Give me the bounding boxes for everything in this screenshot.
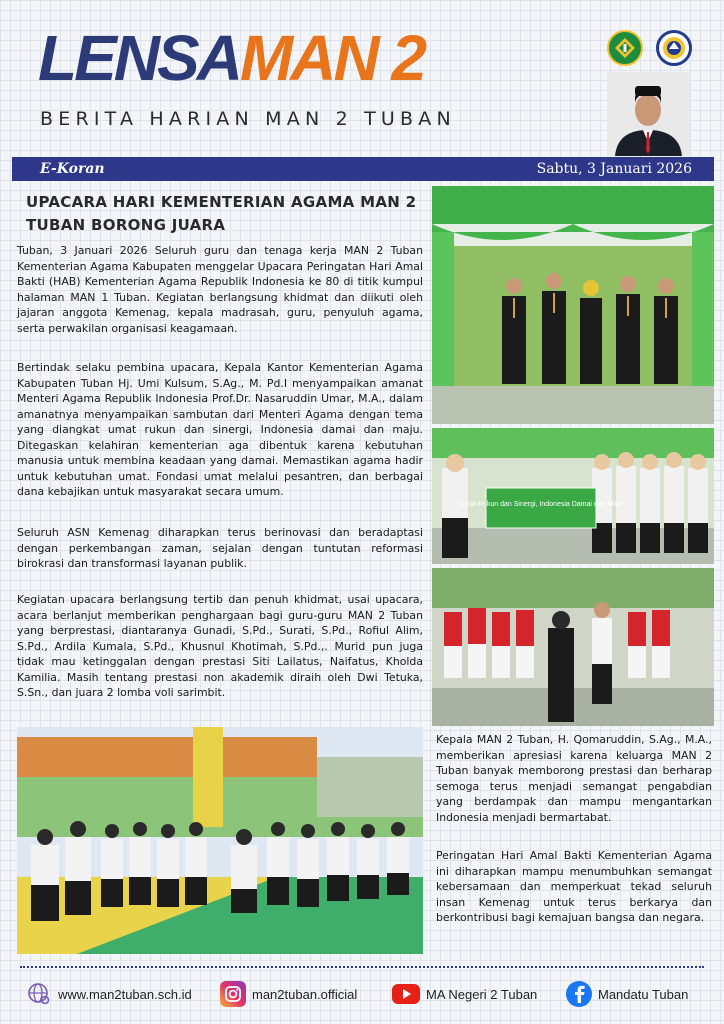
article-title: UPACARA HARI KEMENTERIAN AGAMA MAN 2 TUBAN BORONG JUARA [26,193,417,234]
photo-banner-group [432,428,714,564]
website-url: www.man2tuban.sch.id [58,986,192,1002]
footer-website[interactable] [26,980,192,1008]
brand-part-lensa: LENSA [38,22,240,94]
footer-facebook[interactable] [566,980,688,1008]
headmaster-portrait [607,72,690,156]
facebook-icon [566,981,592,1007]
footer-instagram[interactable] [220,980,357,1008]
youtube-channel: MA Negeri 2 Tuban [426,986,538,1002]
footer-youtube[interactable] [392,980,537,1008]
edition-bar [12,157,714,181]
footer-divider [20,966,704,968]
kemenag-logo [607,30,643,66]
article-paragraph-4: Kegiatan upacara berlangsung tertib dan penuh khidmat, usai upacara, acara berlanjut memberikan penghargaan bagi guru-guru MAN 2 Tuban yang berprestasi, diantaranya Gunadi, S.Pd., Surati, S.Pd., Rofiul Alim, S.Pd., Ardila Kumala, S.Pd., Khusnul Khotimah, S.Pd.,. Murid pun juga tidak mau ketinggalan dengan prestasi Siti Lailatus, Naifatus, Kholda Kamilia. Masih tentang prestasi non akademik diraih oleh Dwi Tetuka, S.Sn., dan juara 2 lomba voli sarimbit. [17,593,423,699]
brand-part-man2: MAN 2 [239,22,425,94]
article-paragraph-6: Peringatan Hari Amal Bakti Kementerian Agama ini diharapkan mampu menumbuhkan semangat kebersamaan dan memperkuat tekad seluruh insan Kemenag untuk terus berkarya dan berkontribusi bagi kemajuan bangsa dan negara. [436,849,712,924]
masthead-subtitle: BERITA HARIAN MAN 2 TUBAN [40,108,456,130]
section-label: E-Koran [40,161,105,177]
article-paragraph-2: Bertindak selaku pembina upacara, Kepala Kantor Kementerian Agama Kabupaten Tuban Hj. Umi Kulsum, S.Ag., M. Pd.I menyampaikan amanat Menteri Agama Republik Indonesia Prof.Dr. Nasaruddin Umar, M.A., dalam amanatnya menyampaikan sambutan dari Menteri Agama dengan tema yang diangkat umat rukun dan sinergi, Indonesia damai dan maju. Ditegaskan kelahiran kementerian aga dibentuk karena kebutuhan manusia untuk membina keadaan yang damai. Memastikan agama hadir untuk kebutuhan umat. Fondasi umat melalui pesantren, dan berbagai dana kebajikan untuk masyarakat secara umum. [17,361,423,498]
kemenag-emblem-icon [613,36,637,60]
article-paragraph-3: Seluruh ASN Kemenag diharapkan terus berinovasi dan beradaptasi dengan perkembangan zaman, sejalan dengan tuntutan reformasi birokrasi dan transformasi layanan publik. [17,526,423,570]
school-emblem-icon [661,35,687,61]
banner-text: Umat Rukun dan Sinergi, Indonesia Damai dan Maju [459,501,623,508]
brand-logo-text [38,22,425,94]
youtube-icon [392,984,420,1004]
photo-drum-band [432,568,714,726]
globe-icon [26,981,52,1007]
article-paragraph-1: Tuban, 3 Januari 2026 Seluruh guru dan tenaga kerja MAN 2 Tuban Kementerian Agama Kabupaten menggelar Upacara Peringatan Hari Amal Bakti (HAB) Kementerian Agama Republik Indonesia ke 80 di titik kumpul halaman MAN 1 Tuban. Kegiatan berlangsung khidmat dan diikuti oleh jajaran anggota Kemenag, kepala madrasah, guru, penyuluh agama, serta perwakilan organisasi keagamaan. [17,244,423,335]
photo-ceremony-formation [17,727,423,954]
instagram-icon [220,981,246,1007]
facebook-page: Mandatu Tuban [598,986,689,1002]
photo-officials [432,186,714,424]
school-logo [656,30,692,66]
edition-date: Sabtu, 3 Januari 2026 [536,161,692,177]
instagram-handle: man2tuban.official [252,986,358,1002]
article-paragraph-5: Kepala MAN 2 Tuban, H. Qomaruddin, S.Ag., M.A., memberikan apresiasi karena keluarga MAN 2 Tuban banyak memborong prestasi dan berharap semoga terus menjadi semangat pengabdian yang berdampak dan mampu mengantarkan Indonesia menjadi bermartabat. [436,733,712,824]
